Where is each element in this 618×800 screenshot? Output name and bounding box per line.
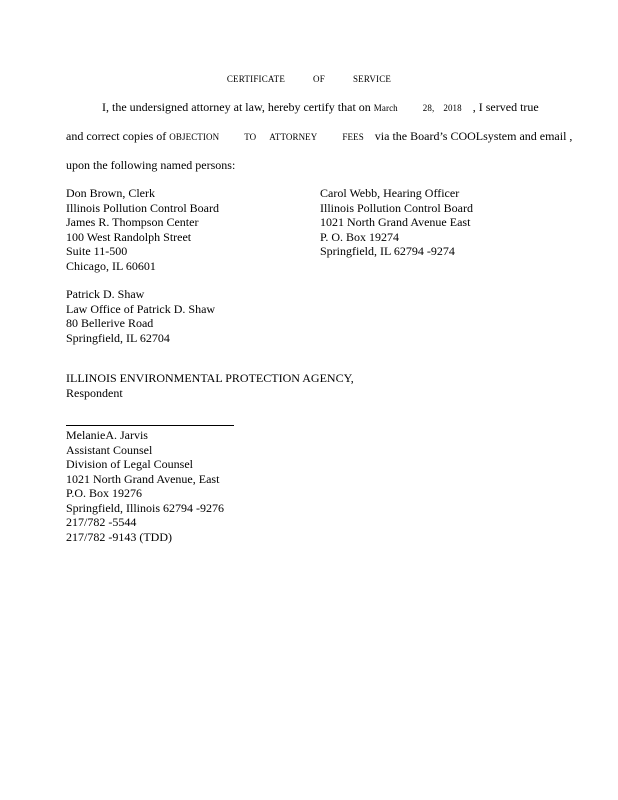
address-line: Carol Webb, Hearing Officer [320, 186, 460, 200]
signatory-line: MelanieA. Jarvis [66, 428, 148, 442]
title-word: CERTIFICATE [226, 74, 286, 84]
title-word: OF [313, 74, 325, 84]
address-line: Chicago, IL 60601 [66, 258, 156, 273]
certification-line-2-start: and correct copies of [66, 129, 167, 143]
address-line: 80 Bellerive Road [66, 316, 154, 330]
title-word: SERVICE [352, 74, 392, 84]
address-line: Don Brown, Clerk [66, 186, 155, 200]
signatory-line: P.O. Box 19276 [66, 486, 143, 500]
address-line: Springfield, IL 62704 [66, 330, 170, 345]
signatory-agency [66, 371, 354, 400]
certification-line-2-end: via the Board’s COOLsystem and email , [374, 129, 573, 143]
agency-role: Respondent [66, 385, 123, 400]
address-line: Springfield, IL 62794 -9274 [320, 244, 455, 258]
address-line: 1021 North Grand Avenue East [320, 215, 471, 229]
signatory-line: Springfield, Illinois 62794 -9276 [66, 500, 224, 515]
certificate-title [0, 74, 618, 84]
service-date-month: March [373, 103, 398, 113]
certification-text: I, the undersigned attorney at law, hereby certify that on [102, 100, 371, 114]
certification-line-3: upon the following named persons: [66, 158, 236, 172]
signatory-details [66, 428, 224, 544]
signatory-line: 1021 North Grand Avenue, East [66, 471, 220, 486]
address-line: 100 West Randolph Street [66, 229, 192, 244]
address-line: P. O. Box 19274 [320, 229, 400, 244]
address-line: Suite 11-500 [66, 244, 128, 258]
address-line: Illinois Pollution Control Board [320, 200, 474, 215]
signatory-line: 217/782 -9143 (TDD) [66, 529, 172, 544]
signature-line [66, 425, 234, 426]
address-line: Patrick D. Shaw [66, 287, 145, 301]
recipient-clerk [66, 186, 219, 273]
signatory-line: Division of Legal Counsel [66, 457, 193, 471]
recipient-hearing-officer [320, 186, 473, 259]
document-name-word: ATTORNEY [269, 132, 318, 142]
service-date-year: 2018 [443, 103, 462, 113]
service-date-day: 28, [422, 103, 435, 113]
certification-line-2 [66, 129, 572, 144]
address-line: Law Office of Patrick D. Shaw [66, 301, 216, 316]
certification-line-1-end: , I served true [472, 100, 539, 114]
document-name-word: TO [244, 132, 257, 142]
certification-line-1 [66, 100, 572, 115]
document-name-word: FEES [342, 132, 364, 142]
address-line: James R. Thompson Center [66, 215, 199, 229]
signatory-line: 217/782 -5544 [66, 515, 137, 529]
document-name-word: OBJECTION [169, 132, 220, 142]
agency-name: ILLINOIS ENVIRONMENTAL PROTECTION AGENCY, [66, 371, 354, 385]
address-line: Illinois Pollution Control Board [66, 200, 220, 215]
signatory-line: Assistant Counsel [66, 442, 153, 457]
recipient-shaw [66, 287, 215, 345]
